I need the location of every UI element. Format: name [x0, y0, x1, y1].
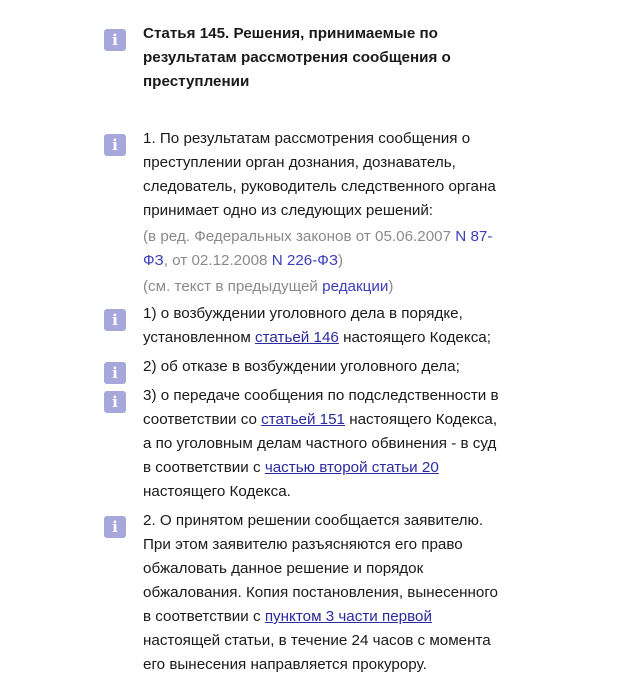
item-line [143, 408, 538, 432]
item-line: а по уголовным делам частного обвинения - в суд [143, 435, 497, 452]
point-3-part-1-link[interactable]: пунктом 3 части первой [264, 608, 432, 625]
paragraph-text: в соответствии с [143, 608, 265, 625]
paragraph-line: 2. О принятом решении сообщается заявителю. [143, 512, 484, 529]
paragraph-line: его вынесения направляется прокурору. [143, 656, 427, 673]
paragraph-2 [143, 509, 538, 677]
title-line: Статья 145. Решения, принимаемые по [143, 25, 438, 42]
item-text: соответствии со [143, 411, 262, 428]
amendment-note [143, 225, 538, 249]
law-87-link-cont[interactable]: ФЗ [143, 252, 164, 269]
item-2 [143, 355, 538, 379]
note-text: , от 02.12.2008 [163, 252, 272, 269]
previous-edition-link[interactable]: редакции [322, 278, 389, 295]
info-icon[interactable]: i [104, 309, 126, 331]
article-title [143, 22, 538, 94]
item-line: 3) о передаче сообщения по подследственности в [143, 387, 499, 404]
item-line: 2) об отказе в возбуждении уголовного дела; [143, 358, 460, 375]
paragraph-line: обжалования. Копия постановления, вынесенного [143, 584, 499, 601]
article-151-link[interactable]: статьей 151 [261, 411, 345, 428]
paragraph-line: следователь, руководитель следственного органа [143, 178, 496, 195]
note-text: ) [338, 252, 344, 269]
item-line [143, 456, 538, 480]
item-text: установленном [143, 329, 255, 346]
item-line: 1) о возбуждении уголовного дела в порядке, [143, 305, 463, 322]
paragraph-line: настоящей статьи, в течение 24 часов с момента [143, 632, 491, 649]
info-icon[interactable]: i [104, 391, 126, 413]
item-text: настоящего Кодекса; [338, 329, 491, 346]
item-line: настоящего Кодекса. [143, 483, 291, 500]
info-icon[interactable]: i [104, 362, 126, 384]
item-line [143, 326, 538, 350]
article-20-part-2-link[interactable]: частью второй статьи 20 [264, 459, 439, 476]
title-line: результатам рассмотрения сообщения о [143, 49, 451, 66]
paragraph-line [143, 605, 538, 629]
paragraph-line: преступлении орган дознания, дознаватель, [143, 154, 456, 171]
info-icon[interactable]: i [104, 29, 126, 51]
item-3 [143, 384, 538, 504]
title-line: преступлении [143, 73, 250, 90]
item-text: в соответствии с [143, 459, 265, 476]
info-icon[interactable]: i [104, 134, 126, 156]
law-87-link[interactable]: N 87- [455, 228, 493, 245]
note-text: (см. текст в предыдущей [143, 278, 323, 295]
previous-edition-note [143, 275, 538, 299]
paragraph-line: принимает одно из следующих решений: [143, 202, 434, 219]
note-text: ) [388, 278, 394, 295]
amendment-note-cont [143, 249, 538, 273]
law-226-link[interactable]: N 226-ФЗ [271, 252, 339, 269]
article-146-link[interactable]: статьей 146 [255, 329, 339, 346]
paragraph-line: обжаловать данное решение и порядок [143, 560, 424, 577]
paragraph-1 [143, 127, 538, 299]
paragraph-line: При этом заявителю разъясняются его право [143, 536, 463, 553]
item-text: настоящего Кодекса, [345, 411, 498, 428]
note-text: (в ред. Федеральных законов от 05.06.2007 [143, 228, 456, 245]
paragraph-line: 1. По результатам рассмотрения сообщения о [143, 130, 471, 147]
info-icon[interactable]: i [104, 516, 126, 538]
item-1 [143, 302, 538, 350]
